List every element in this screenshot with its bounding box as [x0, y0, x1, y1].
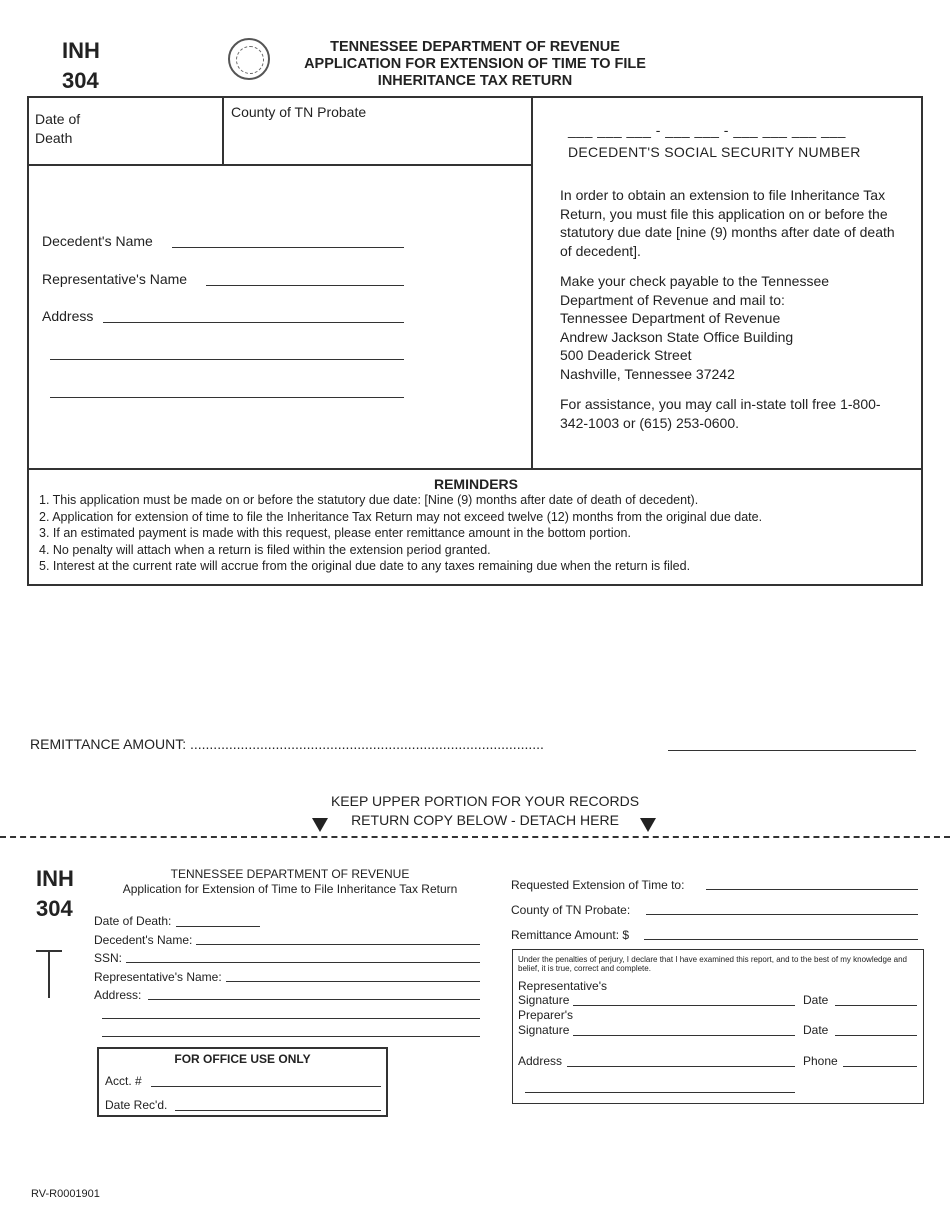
stub-form-code — [36, 864, 74, 924]
phone-field[interactable] — [843, 1066, 917, 1067]
representative-name-field[interactable] — [206, 285, 404, 286]
instructions-para3: For assistance, you may call in-state toll free 1-800-342-1003 or (615) 253-0600. — [560, 396, 881, 431]
stub-ssn-field[interactable] — [126, 962, 480, 963]
rep-signature-label-2: Signature — [518, 993, 570, 1007]
state-seal-icon — [228, 38, 270, 80]
address-field-2[interactable] — [50, 359, 404, 360]
stub-remittance-label: Remittance Amount: $ — [511, 928, 630, 942]
sig-address-field-2[interactable] — [525, 1092, 795, 1093]
stub-form-code-line2: 304 — [36, 896, 73, 921]
prep-date-field[interactable] — [835, 1035, 917, 1036]
reminder-item: 2. Application for extension of time to file the Inheritance Tax Return may not exceed twelve (12) months from the original due date. — [39, 509, 763, 524]
prep-signature-field[interactable] — [573, 1035, 795, 1036]
rep-date-field[interactable] — [835, 1005, 917, 1006]
requested-extension-label: Requested Extension of Time to: — [511, 878, 685, 892]
acct-field[interactable] — [151, 1086, 381, 1087]
reminder-item: 1. This application must be made on or before the statutory due date: [Nine (9) months after date of death of decedent). — [39, 493, 699, 507]
representative-name-label: Representative's Name — [42, 271, 188, 287]
rep-signature-label-1: Representative's — [518, 979, 608, 993]
ssn-label: DECEDENT'S SOCIAL SECURITY NUMBER — [568, 144, 861, 160]
signature-box — [512, 949, 924, 1104]
stub-address-field-3[interactable] — [102, 1036, 480, 1037]
stub-date-of-death-field[interactable] — [176, 926, 260, 927]
keep-upper-text: KEEP UPPER PORTION FOR YOUR RECORDS — [330, 793, 640, 809]
detach-here-text: RETURN COPY BELOW - DETACH HERE — [351, 812, 619, 828]
header-line2: APPLICATION FOR EXTENSION OF TIME TO FILE — [304, 56, 646, 72]
stub-decedent-name-field[interactable] — [196, 944, 480, 945]
rep-date-label: Date — [803, 993, 829, 1007]
arrow-down-icon — [312, 818, 328, 832]
address-field-1[interactable] — [103, 322, 404, 323]
date-recd-field[interactable] — [175, 1110, 381, 1111]
stub-address-field-2[interactable] — [102, 1018, 480, 1019]
date-of-death-label: Date of Death — [35, 111, 81, 146]
stub-county-label: County of TN Probate: — [511, 903, 631, 917]
header-line3: INHERITANCE TAX RETURN — [377, 73, 573, 89]
sig-address-field-1[interactable] — [567, 1066, 795, 1067]
decedent-name-label: Decedent's Name — [42, 233, 153, 249]
detach-line — [0, 836, 950, 838]
prep-date-label: Date — [803, 1023, 829, 1037]
stub-header — [110, 867, 470, 897]
form-code-line1: INH — [62, 38, 100, 63]
stub-header-line2: Application for Extension of Time to File Inheritance Tax Return — [122, 882, 458, 896]
remittance-amount-label: REMITTANCE AMOUNT: ........................................................................................... — [30, 736, 544, 752]
instructions-panel — [560, 186, 898, 444]
stub-representative-name-field[interactable] — [226, 981, 480, 982]
perjury-declaration: Under the penalties of perjury, I declare that I have examined this report, and to the best of my knowledge and belief, it is true, correct and complete. — [518, 955, 907, 973]
stub-header-line1: TENNESSEE DEPARTMENT OF REVENUE — [170, 867, 410, 881]
sig-address-label: Address — [518, 1054, 563, 1068]
decedent-name-field[interactable] — [172, 247, 404, 248]
stub-address-field-1[interactable] — [148, 999, 480, 1000]
reminder-item: 3. If an estimated payment is made with this request, please enter remittance amount in the bottom portion. — [39, 526, 631, 540]
county-probate-label: County of TN Probate — [231, 104, 367, 120]
stub-decedent-name-label: Decedent's Name: — [94, 933, 193, 947]
form-code — [62, 36, 100, 96]
acct-label: Acct. # — [105, 1074, 142, 1088]
address-label: Address — [42, 308, 94, 324]
office-use-box — [97, 1047, 388, 1117]
form-code-line2: 304 — [62, 68, 99, 93]
instructions-para1: In order to obtain an extension to file Inheritance Tax Return, you must file this application on or before the statutory due date [nine (9) months after date of death of decedent]. — [560, 187, 895, 259]
stub-address-label: Address: — [94, 988, 142, 1002]
reminders-title: REMINDERS — [433, 476, 518, 492]
reminder-item: 4. No penalty will attach when a return is filed within the extension period granted. — [39, 542, 491, 557]
stub-county-field[interactable] — [646, 914, 918, 915]
reminders-list — [39, 492, 913, 575]
requested-extension-field[interactable] — [706, 889, 918, 890]
stub-representative-name-label: Representative's Name: — [94, 970, 222, 984]
stub-date-of-death-label: Date of Death: — [94, 914, 172, 928]
address-field-3[interactable] — [50, 397, 404, 398]
header-line1: TENNESSEE DEPARTMENT OF REVENUE — [330, 39, 620, 55]
stub-ssn-label: SSN: — [94, 951, 123, 965]
prep-signature-label-1: Preparer's — [518, 1008, 573, 1022]
remittance-amount-field[interactable] — [668, 750, 916, 751]
stub-form-code-line1: INH — [36, 866, 74, 891]
arrow-down-icon — [640, 818, 656, 832]
ssn-entry-field[interactable]: ___ ___ ___ - ___ ___ - ___ ___ ___ ___ — [568, 122, 846, 138]
phone-label: Phone — [803, 1054, 838, 1068]
instructions-para2: Make your check payable to the Tennessee Department of Revenue and mail to: Tennessee Department of Revenue Andrew Jackson State Office Building 500 Deaderick Street Nashville, Tennessee 37242 — [560, 273, 830, 382]
reminders-box — [27, 468, 923, 586]
reminder-item: 5. Interest at the current rate will accrue from the original due date to any taxes remaining due when the return is filed. — [39, 559, 691, 573]
date-recd-label: Date Rec'd. — [105, 1098, 168, 1112]
stub-remittance-field[interactable] — [644, 939, 918, 940]
office-use-title: FOR OFFICE USE ONLY — [174, 1052, 311, 1066]
form-header — [270, 39, 680, 90]
rep-signature-field[interactable] — [573, 1005, 795, 1006]
form-revision-code: RV-R0001901 — [31, 1188, 100, 1200]
prep-signature-label-2: Signature — [518, 1023, 570, 1037]
